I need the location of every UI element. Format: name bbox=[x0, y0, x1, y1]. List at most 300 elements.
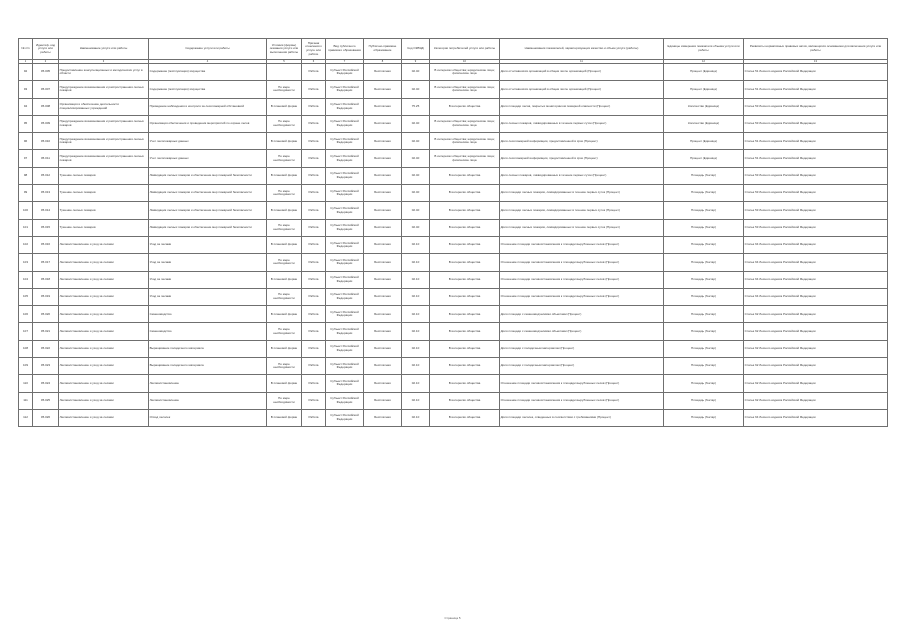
table-row bbox=[19, 323, 888, 340]
cell-org: Бесплатная bbox=[364, 202, 402, 219]
cell-content: Выращивание посадочного материала bbox=[149, 358, 267, 375]
table-row bbox=[19, 392, 888, 409]
cell-name: Лесовосстановление и уход за лесами bbox=[59, 375, 149, 392]
cell-name: Лесовосстановление и уход за лесами bbox=[59, 358, 149, 375]
cell-no: 96 bbox=[19, 133, 33, 150]
cell-unit: Площадь (Гектар) bbox=[664, 185, 744, 202]
cell-org: Бесплатная bbox=[364, 115, 402, 132]
cell-indicators: Отношение площади лесовосстановления к площади вырубленных лесов (Процент) bbox=[500, 271, 664, 288]
table-row bbox=[19, 98, 888, 115]
cell-name: Тушение лесных пожаров bbox=[59, 219, 149, 236]
cell-unit: Площадь (Гектар) bbox=[664, 323, 744, 340]
cell-code: 05.017 bbox=[33, 254, 59, 271]
cell-type: Работа bbox=[302, 392, 326, 409]
cell-form: В плановой форме bbox=[267, 340, 302, 357]
table-row bbox=[19, 167, 888, 184]
cell-org: Бесплатная bbox=[364, 167, 402, 184]
cell-form: По мере необходимости bbox=[267, 150, 302, 167]
cell-okved: 02.40 bbox=[402, 64, 430, 81]
cell-code: 05.020 bbox=[33, 306, 59, 323]
cell-acts: Статья 64 Лесного кодекса Российской Федерации bbox=[744, 288, 888, 305]
cell-name: Предоставление консультационных и методических услуг в области bbox=[59, 64, 149, 81]
cell-level: Субъект Российской Федерации bbox=[326, 98, 364, 115]
cell-no: 111 bbox=[19, 392, 33, 409]
cell-consumers: В интересах общества bbox=[430, 167, 500, 184]
cell-unit: Площадь (Гектар) bbox=[664, 375, 744, 392]
cell-level: Субъект Российской Федерации bbox=[326, 254, 364, 271]
cell-type: Работа bbox=[302, 340, 326, 357]
cell-unit: Площадь (Гектар) bbox=[664, 219, 744, 236]
cell-indicators: Доля лесных пожаров, ликвидированных в течение первых суток (Процент) bbox=[500, 167, 664, 184]
cell-content: Ликвидация лесных пожаров и обеспечение мер пожарной безопасности bbox=[149, 185, 267, 202]
cell-level: Субъект Российской Федерации bbox=[326, 323, 364, 340]
table-row bbox=[19, 236, 888, 253]
cell-name: Тушение лесных пожаров bbox=[59, 202, 149, 219]
cell-okved: 02.40 bbox=[402, 115, 430, 132]
cell-consumers: В интересах общества bbox=[430, 271, 500, 288]
cell-form: В плановой форме bbox=[267, 236, 302, 253]
column-header: Реквизиты нормативных правовых актов, являющихся основанием для включения услуги или работы bbox=[744, 39, 888, 60]
cell-okved: 02.40 bbox=[402, 133, 430, 150]
header-row bbox=[19, 39, 888, 60]
cell-org: Бесплатная bbox=[364, 150, 402, 167]
cell-consumers: В интересах общества bbox=[430, 323, 500, 340]
column-number: 1 bbox=[19, 60, 33, 64]
cell-no: 98 bbox=[19, 167, 33, 184]
cell-okved: 02.10 bbox=[402, 271, 430, 288]
cell-content: Ликвидация лесных пожаров и обеспечение мер пожарной безопасности bbox=[149, 219, 267, 236]
cell-level: Субъект Российской Федерации bbox=[326, 167, 364, 184]
cell-form: По мере необходимости bbox=[267, 254, 302, 271]
cell-consumers: В интересах общества; юридические лица; физические лица bbox=[430, 64, 500, 81]
column-number: 8 bbox=[364, 60, 402, 64]
cell-type: Работа bbox=[302, 306, 326, 323]
cell-type: Работа bbox=[302, 202, 326, 219]
cell-indicators: Отношение площади лесовосстановления к площади вырубленных лесов (Процент) bbox=[500, 236, 664, 253]
cell-form: По мере необходимости bbox=[267, 323, 302, 340]
cell-unit: Площадь (Гектар) bbox=[664, 254, 744, 271]
cell-consumers: В интересах общества; юридические лица; физические лица bbox=[430, 115, 500, 132]
cell-type: Работа bbox=[302, 98, 326, 115]
cell-okved: 02.10 bbox=[402, 288, 430, 305]
column-number: 2 bbox=[33, 60, 59, 64]
column-number: 10 bbox=[430, 60, 500, 64]
cell-consumers: В интересах общества bbox=[430, 236, 500, 253]
cell-form: По мере необходимости bbox=[267, 358, 302, 375]
cell-name: Организация и обеспечение деятельности специализированных учреждений bbox=[59, 98, 149, 115]
cell-content: Проведение наблюдения и контроля за лесопожарной обстановкой bbox=[149, 98, 267, 115]
cell-level: Субъект Российской Федерации bbox=[326, 409, 364, 426]
column-number: 4 bbox=[149, 60, 267, 64]
table-row bbox=[19, 358, 888, 375]
cell-form: По мере необходимости bbox=[267, 392, 302, 409]
cell-type: Работа bbox=[302, 323, 326, 340]
column-header: № п/п bbox=[19, 39, 33, 60]
cell-level: Субъект Российской Федерации bbox=[326, 133, 364, 150]
table-row bbox=[19, 254, 888, 271]
cell-org: Бесплатная bbox=[364, 375, 402, 392]
cell-acts: Статья 64 Лесного кодекса Российской Федерации bbox=[744, 271, 888, 288]
cell-level: Субъект Российской Федерации bbox=[326, 288, 364, 305]
column-number: 6 bbox=[302, 60, 326, 64]
cell-level: Субъект Российской Федерации bbox=[326, 150, 364, 167]
cell-code: 05.012 bbox=[33, 167, 59, 184]
cell-consumers: В интересах общества bbox=[430, 202, 500, 219]
cell-consumers: В интересах общества bbox=[430, 219, 500, 236]
column-number: 5 bbox=[267, 60, 302, 64]
cell-consumers: В интересах общества bbox=[430, 288, 500, 305]
cell-level: Субъект Российской Федерации bbox=[326, 392, 364, 409]
table-row bbox=[19, 81, 888, 98]
cell-code: 05.026 bbox=[33, 409, 59, 426]
cell-content: Лесовосстановление bbox=[149, 375, 267, 392]
cell-indicators: Отношение площади лесовосстановления к площади вырубленных лесов (Процент) bbox=[500, 375, 664, 392]
cell-unit: Площадь (Гектар) bbox=[664, 306, 744, 323]
cell-indicators: Доля площади с посадочным материалом (Процент) bbox=[500, 340, 664, 357]
cell-indicators: Отношение площади лесовосстановления к площади вырубленных лесов (Процент) bbox=[500, 288, 664, 305]
cell-type: Работа bbox=[302, 254, 326, 271]
cell-org: Бесплатная bbox=[364, 236, 402, 253]
cell-okved: 02.40 bbox=[402, 202, 430, 219]
cell-code: 05.019 bbox=[33, 288, 59, 305]
cell-unit: Процент (Единица) bbox=[664, 150, 744, 167]
cell-unit: Количество (Единица) bbox=[664, 98, 744, 115]
cell-okved: 02.40 bbox=[402, 81, 430, 98]
cell-indicators: Доля отчитавшихся организаций в общем числе организаций (Процент) bbox=[500, 64, 664, 81]
column-header: Единицы измерения показателя объема услуги или работы bbox=[664, 39, 744, 60]
cell-consumers: В интересах общества bbox=[430, 392, 500, 409]
cell-org: Бесплатная bbox=[364, 254, 402, 271]
cell-name: Предупреждение возникновения и распространения лесных пожаров bbox=[59, 81, 149, 98]
cell-code: 05.007 bbox=[33, 81, 59, 98]
cell-okved: 02.10 bbox=[402, 306, 430, 323]
cell-level: Субъект Российской Федерации bbox=[326, 236, 364, 253]
cell-code: 05.015 bbox=[33, 219, 59, 236]
cell-indicators: Доля лесных пожаров, ликвидированных в течение первых суток (Процент) bbox=[500, 115, 664, 132]
cell-indicators: Доля площади лесных пожаров, ликвидированных в течение первых суток (Процент) bbox=[500, 202, 664, 219]
cell-acts: Статья 64 Лесного кодекса Российской Федерации bbox=[744, 254, 888, 271]
cell-no: 99 bbox=[19, 185, 33, 202]
cell-unit: Площадь (Гектар) bbox=[664, 358, 744, 375]
cell-unit: Площадь (Гектар) bbox=[664, 167, 744, 184]
cell-unit: Процент (Единица) bbox=[664, 133, 744, 150]
cell-level: Субъект Российской Федерации bbox=[326, 202, 364, 219]
cell-form: По мере необходимости bbox=[267, 219, 302, 236]
cell-okved: 02.10 bbox=[402, 254, 430, 271]
page-footer: Страница 5 bbox=[444, 616, 461, 620]
cell-type: Работа bbox=[302, 288, 326, 305]
cell-level: Субъект Российской Федерации bbox=[326, 115, 364, 132]
cell-consumers: В интересах общества; юридические лица; физические лица bbox=[430, 81, 500, 98]
cell-okved: 02.40 bbox=[402, 167, 430, 184]
cell-no: 93 bbox=[19, 81, 33, 98]
cell-code: 05.009 bbox=[33, 115, 59, 132]
cell-level: Субъект Российской Федерации bbox=[326, 81, 364, 98]
cell-form: В плановой форме bbox=[267, 167, 302, 184]
column-header: Публично-правовое образование bbox=[364, 39, 402, 60]
cell-content: Содержание (эксплуатация) имущества bbox=[149, 81, 267, 98]
cell-code: 05.008 bbox=[33, 98, 59, 115]
cell-level: Субъект Российской Федерации bbox=[326, 375, 364, 392]
cell-content: Уход за лесами bbox=[149, 288, 267, 305]
cell-content: Ликвидация лесных пожаров и обеспечение мер пожарной безопасности bbox=[149, 202, 267, 219]
cell-unit: Площадь (Гектар) bbox=[664, 202, 744, 219]
cell-org: Бесплатная bbox=[364, 358, 402, 375]
cell-okved: 02.40 bbox=[402, 219, 430, 236]
cell-indicators: Доля площади с посадочным материалом (Процент) bbox=[500, 358, 664, 375]
cell-acts: Статья 62 Лесного кодекса Российской Федерации bbox=[744, 358, 888, 375]
cell-name: Тушение лесных пожаров bbox=[59, 167, 149, 184]
cell-acts: Статья 53 Лесного кодекса Российской Федерации bbox=[744, 219, 888, 236]
services-registry-table bbox=[18, 38, 888, 427]
cell-unit: Количество (Единица) bbox=[664, 115, 744, 132]
column-header: Наименование услуги или работы bbox=[59, 39, 149, 60]
cell-no: 97 bbox=[19, 150, 33, 167]
cell-okved: 02.40 bbox=[402, 185, 430, 202]
cell-type: Работа bbox=[302, 133, 326, 150]
cell-acts: Статья 51 Лесного кодекса Российской Федерации bbox=[744, 81, 888, 98]
cell-no: 107 bbox=[19, 323, 33, 340]
table-row bbox=[19, 409, 888, 426]
cell-no: 110 bbox=[19, 375, 33, 392]
cell-acts: Статья 64 Лесного кодекса Российской Федерации bbox=[744, 236, 888, 253]
column-number: 12 bbox=[664, 60, 744, 64]
cell-no: 108 bbox=[19, 340, 33, 357]
cell-code: 05.013 bbox=[33, 185, 59, 202]
cell-acts: Статья 51 Лесного кодекса Российской Федерации bbox=[744, 150, 888, 167]
cell-org: Бесплатная bbox=[364, 219, 402, 236]
cell-org: Бесплатная bbox=[364, 409, 402, 426]
cell-acts: Статья 53 Лесного кодекса Российской Федерации bbox=[744, 115, 888, 132]
cell-type: Работа bbox=[302, 150, 326, 167]
cell-name: Лесовосстановление и уход за лесами bbox=[59, 340, 149, 357]
cell-unit: Площадь (Гектар) bbox=[664, 288, 744, 305]
cell-okved: 02.10 bbox=[402, 236, 430, 253]
cell-org: Бесплатная bbox=[364, 133, 402, 150]
cell-type: Работа bbox=[302, 271, 326, 288]
cell-indicators: Доля площади лесосек, отведенных в соответствии с требованиями (Процент) bbox=[500, 409, 664, 426]
cell-type: Работа bbox=[302, 409, 326, 426]
cell-type: Работа bbox=[302, 219, 326, 236]
cell-consumers: В интересах общества bbox=[430, 306, 500, 323]
cell-no: 95 bbox=[19, 115, 33, 132]
column-header: Наименования показателей, характеризующих качество и объем услуги (работы) bbox=[500, 39, 664, 60]
cell-type: Работа bbox=[302, 167, 326, 184]
cell-name: Тушение лесных пожаров bbox=[59, 185, 149, 202]
cell-name: Лесовосстановление и уход за лесами bbox=[59, 306, 149, 323]
cell-okved: 02.10 bbox=[402, 358, 430, 375]
table-row bbox=[19, 115, 888, 132]
cell-type: Работа bbox=[302, 64, 326, 81]
cell-code: 05.010 bbox=[33, 133, 59, 150]
column-number: 11 bbox=[500, 60, 664, 64]
cell-consumers: В интересах общества bbox=[430, 409, 500, 426]
cell-no: 105 bbox=[19, 288, 33, 305]
cell-form: В плановой форме bbox=[267, 271, 302, 288]
cell-indicators: Отношение площади лесовосстановления к площади вырубленных лесов (Процент) bbox=[500, 254, 664, 271]
cell-okved: 02.10 bbox=[402, 323, 430, 340]
cell-code: 05.024 bbox=[33, 375, 59, 392]
cell-type: Работа bbox=[302, 185, 326, 202]
cell-org: Бесплатная bbox=[364, 185, 402, 202]
cell-okved: 02.40 bbox=[402, 150, 430, 167]
column-number: 9 bbox=[402, 60, 430, 64]
cell-code: 05.025 bbox=[33, 392, 59, 409]
cell-acts: Статья 53 Лесного кодекса Российской Федерации bbox=[744, 202, 888, 219]
cell-form: В плановой форме bbox=[267, 202, 302, 219]
cell-no: 106 bbox=[19, 306, 33, 323]
column-header: Вид публичного правового образования bbox=[326, 39, 364, 60]
cell-acts: Статья 53 Лесного кодекса Российской Федерации bbox=[744, 98, 888, 115]
cell-content: Отвод лесосек bbox=[149, 409, 267, 426]
cell-form: По мере необходимости bbox=[267, 115, 302, 132]
table-row bbox=[19, 375, 888, 392]
cell-form bbox=[267, 64, 302, 81]
cell-consumers: В интересах общества; юридические лица; физические лица bbox=[430, 150, 500, 167]
cell-content: Семеноводство bbox=[149, 323, 267, 340]
cell-code: 05.022 bbox=[33, 340, 59, 357]
cell-indicators: Доля площади с семеноводческими объектами (Процент) bbox=[500, 323, 664, 340]
cell-level: Субъект Российской Федерации bbox=[326, 340, 364, 357]
cell-form: По мере необходимости bbox=[267, 185, 302, 202]
column-header: Содержание услуги или работы bbox=[149, 39, 267, 60]
cell-acts: Статья 62 Лесного кодекса Российской Федерации bbox=[744, 306, 888, 323]
cell-level: Субъект Российской Федерации bbox=[326, 271, 364, 288]
table-row bbox=[19, 340, 888, 357]
column-number: 3 bbox=[59, 60, 149, 64]
cell-no: 100 bbox=[19, 202, 33, 219]
cell-okved: 02.10 bbox=[402, 392, 430, 409]
cell-indicators: Доля лесопожарной информации, предоставленной в срок (Процент) bbox=[500, 150, 664, 167]
cell-level: Субъект Российской Федерации bbox=[326, 64, 364, 81]
table-row bbox=[19, 133, 888, 150]
table-row bbox=[19, 64, 888, 81]
cell-form: По мере необходимости bbox=[267, 288, 302, 305]
cell-org: Бесплатная bbox=[364, 288, 402, 305]
cell-unit: Площадь (Гектар) bbox=[664, 271, 744, 288]
cell-level: Субъект Российской Федерации bbox=[326, 185, 364, 202]
cell-name: Лесовосстановление и уход за лесами bbox=[59, 254, 149, 271]
cell-level: Субъект Российской Федерации bbox=[326, 306, 364, 323]
cell-org: Бесплатная bbox=[364, 64, 402, 81]
cell-no: 102 bbox=[19, 236, 33, 253]
cell-form: В плановой форме bbox=[267, 409, 302, 426]
table-row bbox=[19, 202, 888, 219]
table-row bbox=[19, 306, 888, 323]
cell-unit: Площадь (Гектар) bbox=[664, 236, 744, 253]
cell-indicators: Доля площади с семеноводческими объектами (Процент) bbox=[500, 306, 664, 323]
cell-acts: Статья 62 Лесного кодекса Российской Федерации bbox=[744, 340, 888, 357]
cell-acts: Статья 53 Лесного кодекса Российской Федерации bbox=[744, 185, 888, 202]
cell-org: Бесплатная bbox=[364, 306, 402, 323]
cell-content: Ликвидация лесных пожаров и обеспечение мер пожарной безопасности bbox=[149, 167, 267, 184]
cell-indicators: Доля площади лесных пожаров, ликвидированных в течение первых суток (Процент) bbox=[500, 219, 664, 236]
cell-unit: Площадь (Гектар) bbox=[664, 392, 744, 409]
cell-name: Лесовосстановление и уход за лесами bbox=[59, 271, 149, 288]
cell-content: Учет лесопожарных данных bbox=[149, 150, 267, 167]
table-row bbox=[19, 271, 888, 288]
table-row bbox=[19, 150, 888, 167]
cell-indicators: Отношение площади лесовосстановления к площади вырубленных лесов (Процент) bbox=[500, 392, 664, 409]
cell-no: 92 bbox=[19, 64, 33, 81]
cell-name: Предупреждение возникновения и распространения лесных пожаров bbox=[59, 115, 149, 132]
cell-acts: Статья 51 Лесного кодекса Российской Федерации bbox=[744, 64, 888, 81]
cell-consumers: В интересах общества bbox=[430, 375, 500, 392]
cell-org: Бесплатная bbox=[364, 98, 402, 115]
cell-consumers: В интересах общества bbox=[430, 254, 500, 271]
cell-consumers: В интересах общества bbox=[430, 358, 500, 375]
cell-unit: Площадь (Гектар) bbox=[664, 340, 744, 357]
cell-form: В плановой форме bbox=[267, 133, 302, 150]
cell-code: 05.011 bbox=[33, 150, 59, 167]
cell-content: Уход за лесами bbox=[149, 236, 267, 253]
cell-acts: Статья 62 Лесного кодекса Российской Федерации bbox=[744, 323, 888, 340]
cell-code: 05.016 bbox=[33, 236, 59, 253]
cell-form: В плановой форме bbox=[267, 98, 302, 115]
table-header bbox=[19, 39, 888, 64]
cell-org: Бесплатная bbox=[364, 323, 402, 340]
cell-code: 05.023 bbox=[33, 358, 59, 375]
cell-acts: Статья 51 Лесного кодекса Российской Федерации bbox=[744, 133, 888, 150]
cell-consumers: В интересах общества bbox=[430, 185, 500, 202]
column-header: Признак отнесения к услуге или работе bbox=[302, 39, 326, 60]
cell-content: Выращивание посадочного материала bbox=[149, 340, 267, 357]
table-row bbox=[19, 288, 888, 305]
cell-org: Бесплатная bbox=[364, 340, 402, 357]
cell-consumers: В интересах общества bbox=[430, 340, 500, 357]
column-header: Условия (формы) оказания услуги или выполнения работы bbox=[267, 39, 302, 60]
cell-okved: 02.10 bbox=[402, 340, 430, 357]
cell-name: Лесовосстановление и уход за лесами bbox=[59, 236, 149, 253]
cell-acts: Статья 53 Лесного кодекса Российской Федерации bbox=[744, 167, 888, 184]
cell-unit: Процент (Единица) bbox=[664, 81, 744, 98]
cell-content: Семеноводство bbox=[149, 306, 267, 323]
cell-code: 05.005 bbox=[33, 64, 59, 81]
cell-content: Уход за лесами bbox=[149, 254, 267, 271]
cell-okved: 02.10 bbox=[402, 375, 430, 392]
cell-name: Лесовосстановление и уход за лесами bbox=[59, 392, 149, 409]
cell-content: Содержание (эксплуатация) имущества bbox=[149, 64, 267, 81]
cell-code: 05.014 bbox=[33, 202, 59, 219]
cell-okved: 02.10 bbox=[402, 409, 430, 426]
cell-type: Работа bbox=[302, 81, 326, 98]
cell-unit: Процент (Единица) bbox=[664, 64, 744, 81]
cell-name: Предупреждение возникновения и распространения лесных пожаров bbox=[59, 150, 149, 167]
column-number: 7 bbox=[326, 60, 364, 64]
cell-acts: Статья 62 Лесного кодекса Российской Федерации bbox=[744, 392, 888, 409]
cell-no: 109 bbox=[19, 358, 33, 375]
cell-content: Организация обеспечения и проведения мероприятий по охране лесов bbox=[149, 115, 267, 132]
table-row bbox=[19, 219, 888, 236]
cell-name: Лесовосстановление и уход за лесами bbox=[59, 288, 149, 305]
cell-acts: Статья 64 Лесного кодекса Российской Федерации bbox=[744, 409, 888, 426]
cell-org: Бесплатная bbox=[364, 271, 402, 288]
table-body bbox=[19, 64, 888, 427]
cell-name: Лесовосстановление и уход за лесами bbox=[59, 323, 149, 340]
cell-indicators: Доля площади лесов, покрытых мониторингом пожарной опасности (Процент) bbox=[500, 98, 664, 115]
cell-type: Работа bbox=[302, 358, 326, 375]
cell-acts: Статья 62 Лесного кодекса Российской Федерации bbox=[744, 375, 888, 392]
column-header: Идентиф. код услуги или работы bbox=[33, 39, 59, 60]
cell-indicators: Доля лесопожарной информации, предоставленной в срок (Процент) bbox=[500, 133, 664, 150]
cell-level: Субъект Российской Федерации bbox=[326, 358, 364, 375]
table-row bbox=[19, 185, 888, 202]
cell-org: Бесплатная bbox=[364, 392, 402, 409]
cell-name: Лесовосстановление и уход за лесами bbox=[59, 409, 149, 426]
cell-no: 94 bbox=[19, 98, 33, 115]
cell-okved: 75.25 bbox=[402, 98, 430, 115]
cell-indicators: Доля отчитавшихся организаций в общем числе организаций (Процент) bbox=[500, 81, 664, 98]
